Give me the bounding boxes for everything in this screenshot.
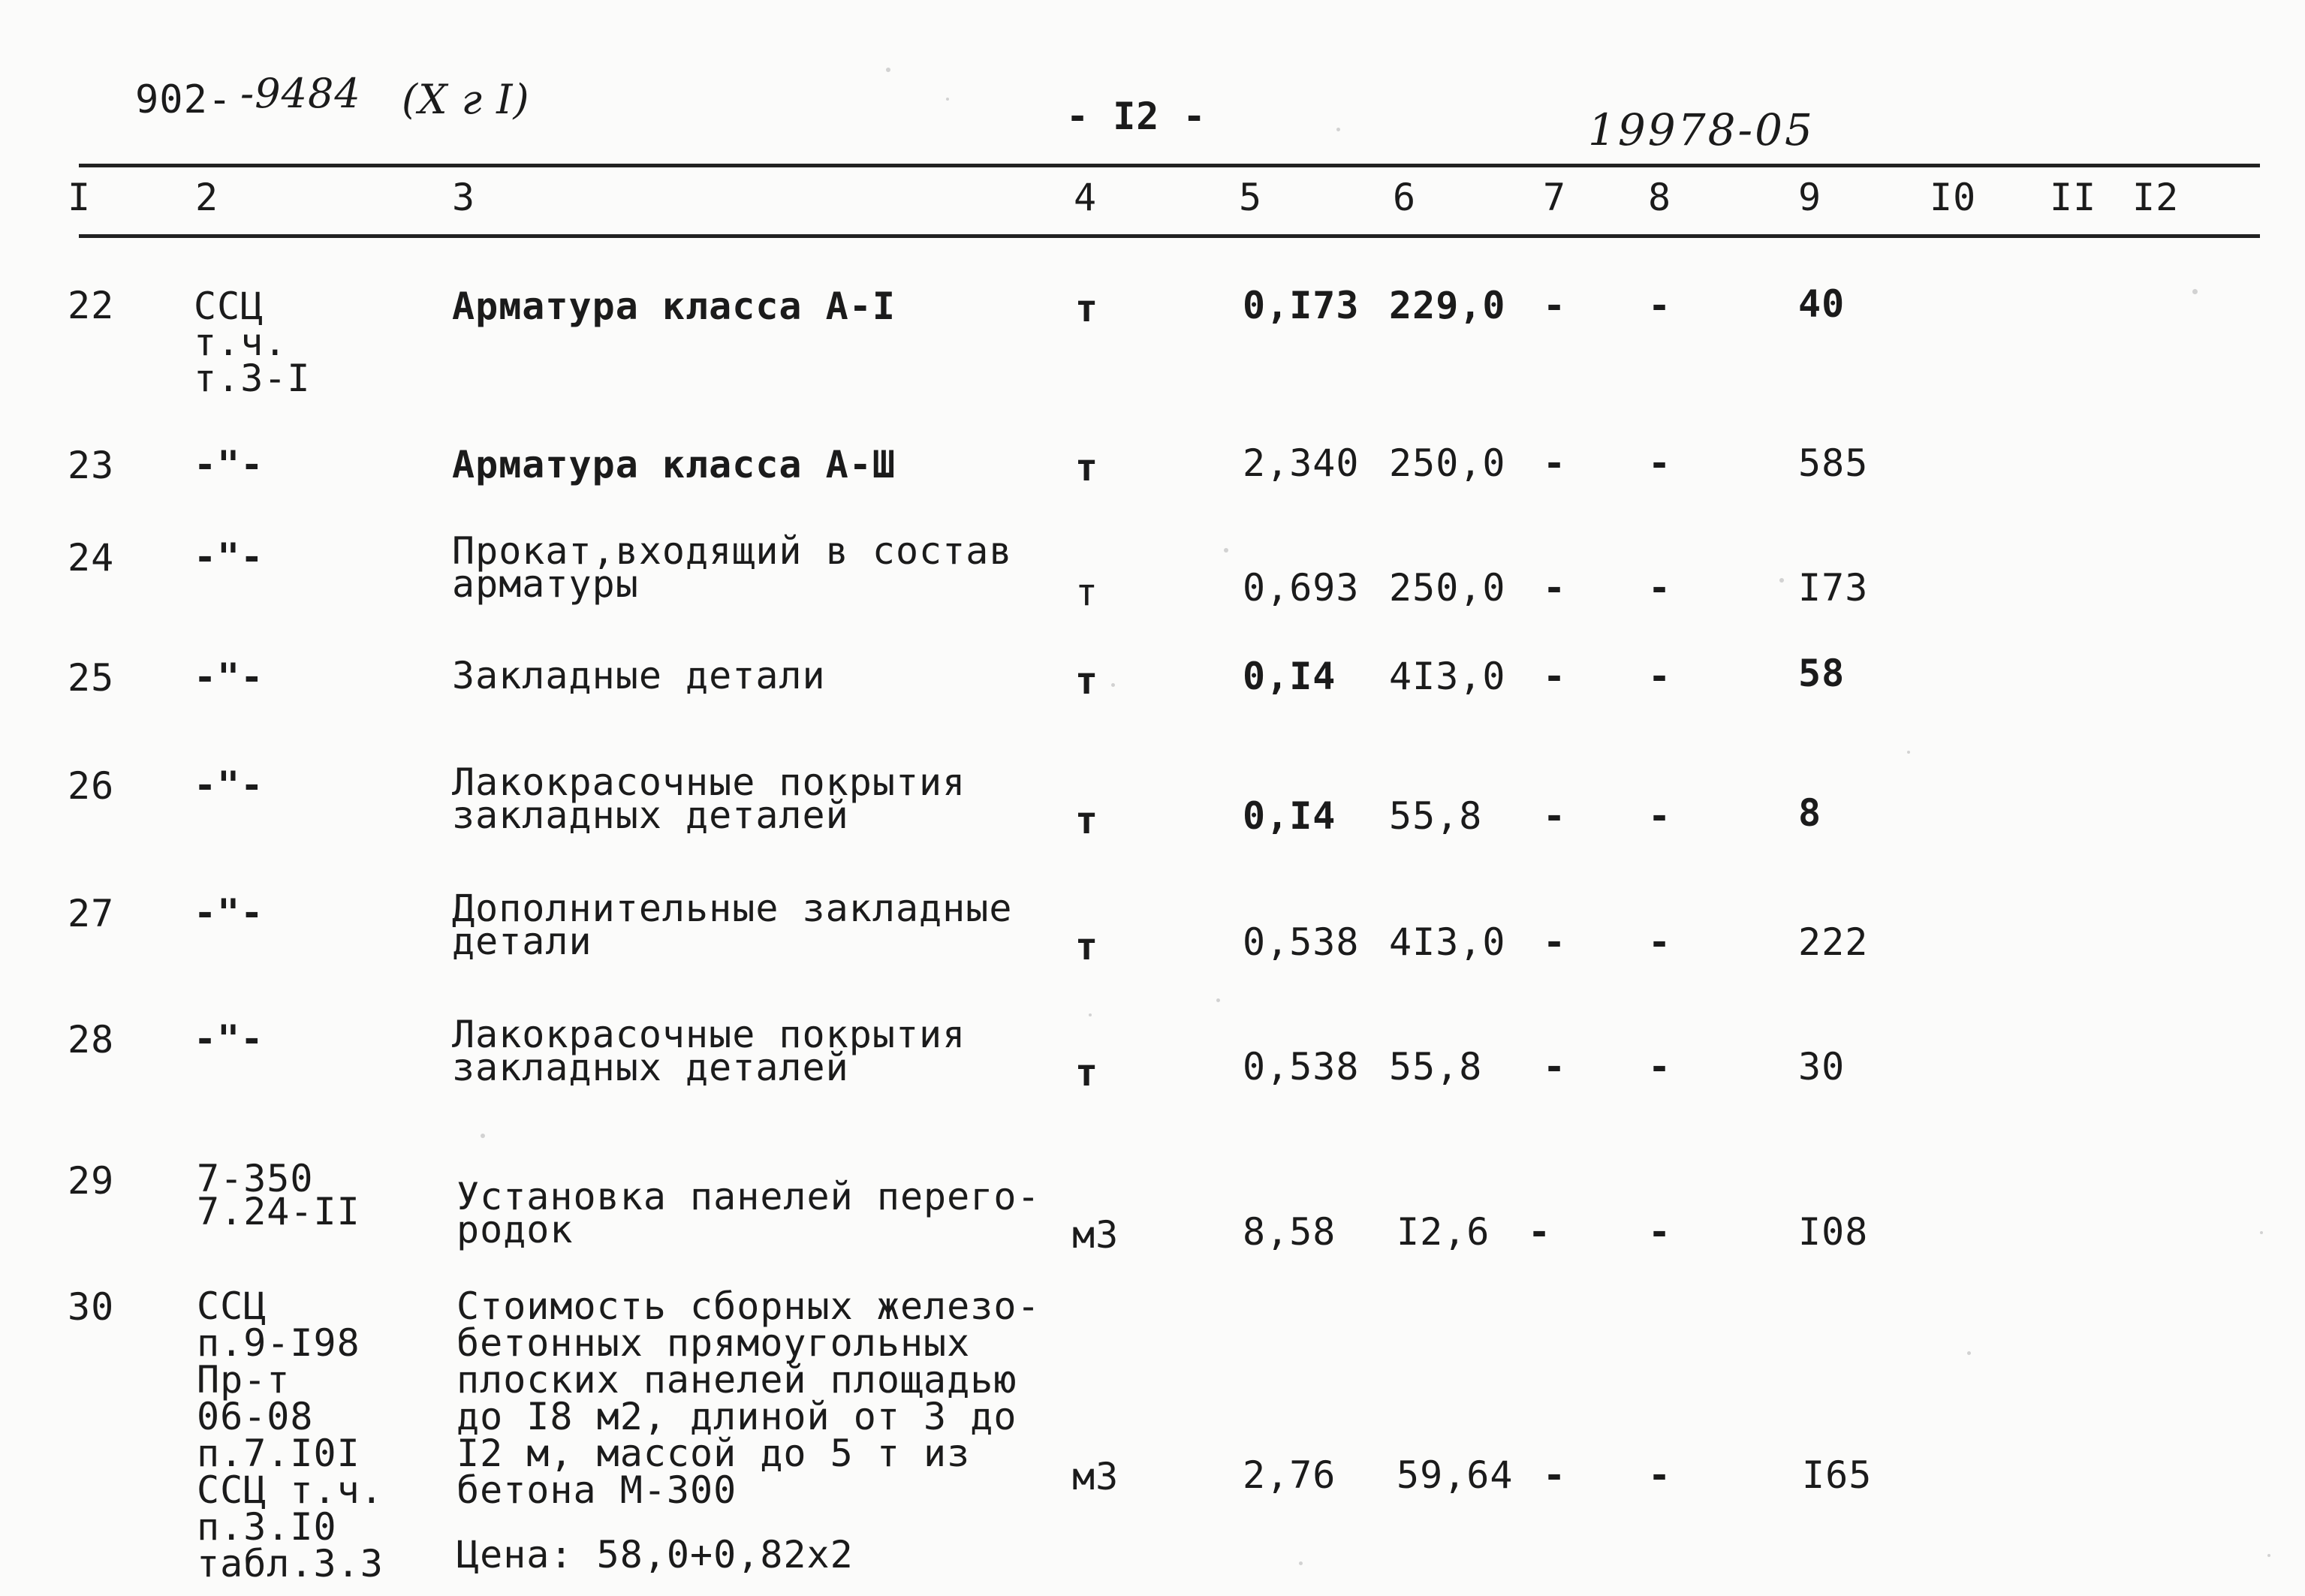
row-col7: -: [1543, 441, 1567, 485]
row-reference: -"-: [194, 443, 264, 486]
row-quantity: 0,538: [1243, 1045, 1360, 1089]
row-quantity: 2,340: [1243, 441, 1360, 485]
row-quantity: 0,538: [1243, 920, 1360, 964]
row-reference: ССЦ п.9-I98 Пр-т 06-08 п.7.I0I ССЦ т.ч. п.3.I0 табл.3.3: [197, 1284, 384, 1585]
row-col8: -: [1648, 920, 1672, 964]
row-unit: т: [1075, 287, 1099, 330]
row-unit: т: [1075, 925, 1099, 968]
row-unit: т: [1075, 799, 1099, 842]
row-unit: м3: [1072, 1213, 1119, 1257]
column-number: I: [68, 176, 92, 219]
row-col8: -: [1648, 566, 1672, 610]
row-price: 59,64: [1397, 1453, 1514, 1497]
page-number: - I2 -: [1066, 95, 1207, 138]
row-unit: т: [1075, 659, 1099, 703]
row-col8: -: [1648, 1045, 1672, 1089]
row-quantity: 0,693: [1243, 566, 1360, 610]
column-number: 4: [1074, 176, 1098, 219]
row-total: I65: [1802, 1453, 1873, 1497]
row-col8: -: [1648, 284, 1672, 327]
row-number: 29: [68, 1159, 115, 1203]
row-name: Лакокрасочные покрытия закладных деталей: [452, 1013, 966, 1089]
row-total: 585: [1798, 441, 1869, 485]
row-col8: -: [1648, 1453, 1672, 1497]
row-price: 229,0: [1389, 284, 1506, 327]
row-total: I08: [1798, 1210, 1869, 1254]
row-reference: -"-: [194, 655, 264, 699]
row-number: 30: [68, 1285, 115, 1329]
column-number: 9: [1798, 176, 1822, 219]
row-total: 222: [1798, 920, 1869, 964]
row-number: 22: [68, 284, 115, 327]
row-reference: -"-: [194, 535, 264, 579]
row-col7: -: [1543, 1453, 1567, 1497]
doc-code-handwritten: -9484: [240, 70, 361, 117]
row-name: Стоимость сборных железо- бетонных прямоугольных плоских панелей площадью до I8 м2, длиной от 3 до I2 м, массой до 5 т из бетона М-300: [456, 1284, 1041, 1512]
column-number: 6: [1393, 176, 1417, 219]
row-name: Закладные детали: [452, 654, 826, 697]
row-col7: -: [1543, 284, 1567, 327]
row-number: 27: [68, 892, 115, 935]
column-number: I0: [1930, 176, 1977, 219]
row-reference: 7-350 7.24-II: [197, 1157, 360, 1233]
row-number: 26: [68, 764, 115, 808]
project-number: 19978-05: [1588, 104, 1815, 155]
row-unit: т: [1075, 571, 1099, 614]
row-unit: т: [1075, 1051, 1099, 1095]
row-name: Лакокрасочные покрытия закладных деталей: [452, 760, 966, 837]
header-top-rule: [79, 164, 2260, 167]
doc-mark: (X г I): [402, 76, 530, 123]
column-number: I2: [2132, 176, 2180, 219]
row-price: 250,0: [1389, 441, 1506, 485]
row-price: 250,0: [1389, 566, 1506, 610]
row-reference: ССЦ т.ч. т.3-I: [194, 285, 311, 400]
row-col7: -: [1543, 794, 1567, 838]
row-quantity: 0,I4: [1243, 794, 1336, 838]
row-number: 28: [68, 1018, 115, 1061]
row-unit: м3: [1072, 1455, 1119, 1498]
column-number: 2: [195, 176, 219, 219]
column-number: 5: [1239, 176, 1263, 219]
row-number: 23: [68, 444, 115, 487]
row-name: Дополнительные закладные детали: [452, 887, 1013, 963]
row-total: 40: [1798, 282, 1846, 326]
row-quantity: 0,I4: [1243, 655, 1336, 698]
row-total: 58: [1798, 652, 1846, 695]
row-price: 4I3,0: [1389, 920, 1506, 964]
row-total: I73: [1798, 566, 1869, 610]
row-col8: -: [1648, 655, 1672, 698]
header-bottom-rule: [79, 234, 2260, 238]
row-col8: -: [1648, 441, 1672, 485]
row-price: I2,6: [1397, 1210, 1490, 1254]
row-price: 4I3,0: [1389, 655, 1506, 698]
row-name: Установка панелей перего- родок: [456, 1175, 1041, 1251]
column-number: 7: [1543, 176, 1567, 219]
row-price: 55,8: [1389, 794, 1483, 838]
row-total: 30: [1798, 1045, 1846, 1089]
row-quantity: 2,76: [1243, 1453, 1336, 1497]
row-reference: -"-: [194, 891, 264, 935]
row-col7: -: [1543, 655, 1567, 698]
column-number: 8: [1648, 176, 1672, 219]
row-number: 25: [68, 656, 115, 700]
row-quantity: 8,58: [1243, 1210, 1336, 1254]
row-total: 8: [1798, 791, 1822, 835]
row-col7: -: [1528, 1210, 1552, 1254]
row-col8: -: [1648, 1210, 1672, 1254]
row-name: Прокат,входящий в состав арматуры: [452, 529, 1013, 606]
row-col8: -: [1648, 794, 1672, 838]
row-reference: -"-: [194, 1017, 264, 1061]
row-col7: -: [1543, 566, 1567, 610]
row-name: Арматура класса А-I: [452, 285, 896, 328]
row-unit: т: [1075, 446, 1099, 489]
row-name: Арматура класса А-Ш: [452, 443, 896, 486]
row-number: 24: [68, 536, 115, 580]
row-reference: -"-: [194, 763, 264, 807]
column-number: II: [2050, 176, 2097, 219]
row-price: 55,8: [1389, 1045, 1483, 1089]
price-note: Цена: 58,0+0,82х2: [456, 1533, 854, 1576]
doc-code: 902-: [135, 77, 233, 122]
row-quantity: 0,I73: [1243, 284, 1360, 327]
row-col7: -: [1543, 920, 1567, 964]
column-number: 3: [452, 176, 476, 219]
row-col7: -: [1543, 1045, 1567, 1089]
